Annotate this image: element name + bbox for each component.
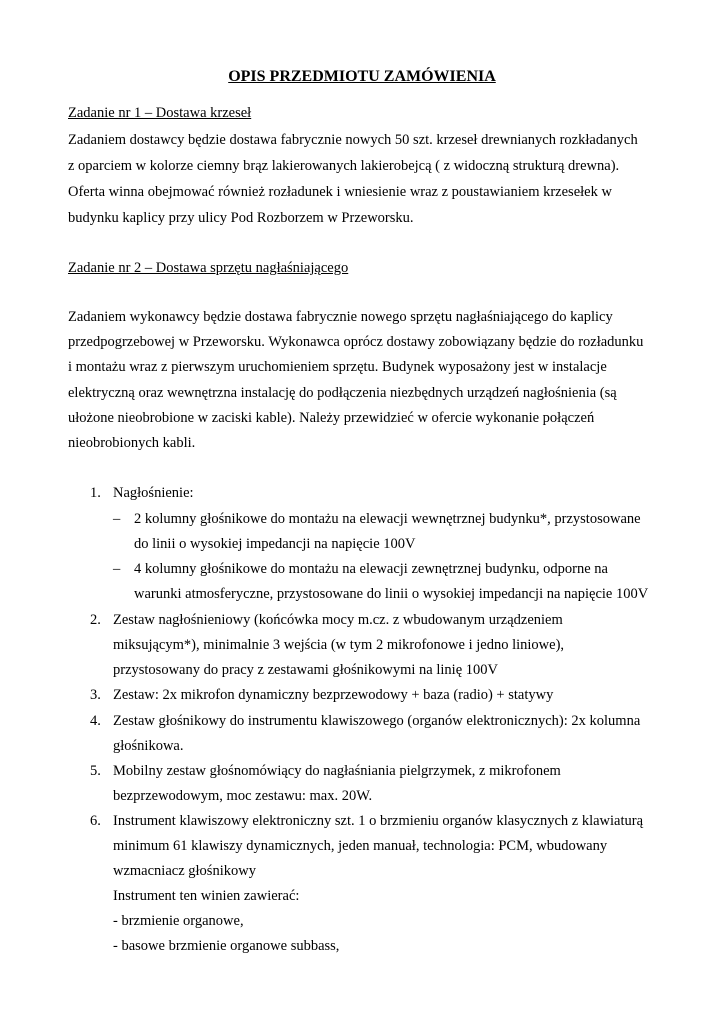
- task2-heading: Zadanie nr 2 – Dostawa sprzętu nagłaśniającego: [68, 260, 349, 276]
- list-item-text: Instrument ten winien zawierać:: [113, 888, 300, 904]
- list-item-text: bezprzewodowym, moc zestawu: max. 20W.: [113, 788, 373, 804]
- task2-line: i montażu wraz z pierwszym uruchomieniem sprzętu. Budynek wyposażony jest w instalacje: [68, 359, 607, 375]
- task1-line: z oparciem w kolorze ciemny brąz lakierowanych lakierobejcą ( z widoczną strukturą drewna).: [68, 158, 620, 174]
- sub-item-text: 4 kolumny głośnikowe do montażu na elewacji zewnętrznej budynku, odporne na: [134, 561, 608, 577]
- list-item-text: Nagłośnienie:: [113, 485, 194, 501]
- list-item-text: - brzmienie organowe,: [113, 913, 244, 929]
- task2-line: Zadaniem wykonawcy będzie dostawa fabrycznie nowego sprzętu nagłaśniającego do kaplicy: [68, 309, 613, 325]
- task1-heading: Zadanie nr 1 – Dostawa krzeseł: [68, 105, 252, 121]
- task2-line: przedpogrzebowej w Przeworsku. Wykonawca oprócz dostawy zobowiązany będzie do rozładunku: [68, 334, 644, 350]
- list-number: 1.: [90, 485, 101, 501]
- list-number: 6.: [90, 813, 101, 829]
- sub-item-text: warunki atmosferyczne, przystosowane do linii o wysokiej impedancji na napięcie 100V: [134, 586, 649, 602]
- list-item-text: wzmacniacz głośnikowy: [113, 863, 256, 879]
- list-item-text: Zestaw nagłośnieniowy (końcówka mocy m.cz. z wbudowanym urządzeniem: [113, 612, 563, 628]
- page-title: OPIS PRZEDMIOTU ZAMÓWIENIA: [228, 68, 496, 85]
- list-item-text: przystosowany do pracy z zestawami głośnikowymi na linię 100V: [113, 662, 498, 678]
- list-item-text: Zestaw głośnikowy do instrumentu klawiszowego (organów elektronicznych): 2x kolumna: [113, 713, 641, 729]
- list-number: 5.: [90, 763, 101, 779]
- list-item-text: Mobilny zestaw głośnomówiący do nagłaśniania pielgrzymek, z mikrofonem: [113, 763, 561, 779]
- list-item-text: Instrument klawiszowy elektroniczny szt. 1 o brzmieniu organów klasycznych z klawiaturą: [113, 813, 644, 829]
- list-dash: –: [113, 561, 121, 577]
- task1-line: Oferta winna obejmować również rozładunek i wniesienie wraz z poustawianiem krzesełek w: [68, 184, 612, 200]
- task2-line: nieobrobionych kabli.: [68, 435, 196, 451]
- list-number: 3.: [90, 687, 101, 703]
- list-item-text: - basowe brzmienie organowe subbass,: [113, 938, 340, 954]
- task2-line: ułożone nieobrobione w zaciski kable). Należy przewidzieć w ofercie wykonanie połączeń: [68, 410, 595, 426]
- list-number: 4.: [90, 713, 101, 729]
- list-number: 2.: [90, 612, 101, 628]
- list-item-text: miksującym*), minimalnie 3 wejścia (w tym 2 mikrofonowe i jedno liniowe),: [113, 637, 565, 653]
- list-item-text: minimum 61 klawiszy dynamicznych, jeden manuał, technologia: PCM, wbudowany: [113, 838, 608, 854]
- task1-line: budynku kaplicy przy ulicy Pod Rozborzem w Przeworsku.: [68, 210, 414, 226]
- list-item-text: Zestaw: 2x mikrofon dynamiczny bezprzewodowy + baza (radio) + statywy: [113, 687, 554, 703]
- sub-item-text: do linii o wysokiej impedancji na napięcie 100V: [134, 536, 416, 552]
- task2-line: elektryczną oraz wewnętrzna instalację do podłączenia niezbędnych urządzeń nagłośnienia (są: [68, 385, 617, 401]
- task1-line: Zadaniem dostawcy będzie dostawa fabrycznie nowych 50 szt. krzeseł drewnianych rozkładanych: [68, 132, 638, 148]
- list-item-text: głośnikowa.: [113, 738, 184, 754]
- sub-item-text: 2 kolumny głośnikowe do montażu na elewacji wewnętrznej budynku*, przystosowane: [134, 511, 641, 527]
- list-dash: –: [113, 511, 121, 527]
